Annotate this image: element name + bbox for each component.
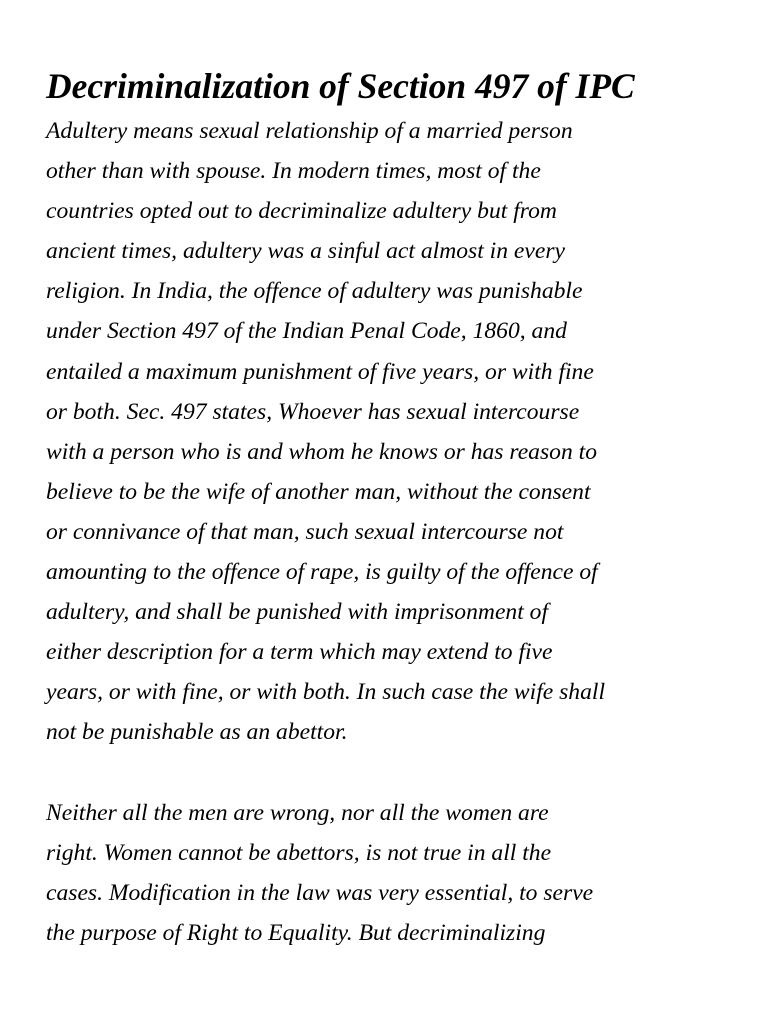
document-title: Decriminalization of Section 497 of IPC [46, 66, 635, 106]
paragraph-1-line: other than with spouse. In modern times, most of the [46, 158, 541, 185]
paragraph-2-line: the purpose of Right to Equality. But decriminalizing [46, 919, 546, 946]
document-page [46, 66, 736, 953]
paragraph-1-line: amounting to the offence of rape, is guilty of the offence of [46, 559, 598, 586]
paragraph-1-line: entailed a maximum punishment of five years, or with fine [46, 358, 594, 385]
paragraph-2-line: Neither all the men are wrong, nor all the women are [46, 799, 549, 826]
paragraph-1-line: under Section 497 of the Indian Penal Code, 1860, and [46, 318, 567, 345]
paragraph-1-line: or connivance of that man, such sexual intercourse not [46, 518, 564, 545]
paragraph-1-line: religion. In India, the offence of adultery was punishable [46, 278, 583, 305]
paragraph-1-line: years, or with fine, or with both. In such case the wife shall [46, 679, 606, 706]
paragraph-1 [46, 111, 736, 753]
paragraph-1-line: with a person who is and whom he knows or has reason to [46, 438, 597, 465]
paragraph-1-line: or both. Sec. 497 states, Whoever has sexual intercourse [46, 398, 580, 425]
paragraph-gap [46, 753, 736, 793]
paragraph-1-line: adultery, and shall be punished with imprisonment of [46, 599, 549, 626]
paragraph-1-line: believe to be the wife of another man, without the consent [46, 478, 591, 505]
paragraph-1-line: either description for a term which may extend to five [46, 639, 553, 666]
paragraph-1-line: Adultery means sexual relationship of a married person [46, 118, 573, 144]
paragraph-1-line: ancient times, adultery was a sinful act almost in every [46, 238, 565, 265]
paragraph-2-line: right. Women cannot be abettors, is not true in all the [46, 839, 552, 866]
paragraph-2 [46, 793, 736, 953]
paragraph-1-line: countries opted out to decriminalize adultery but from [46, 198, 557, 225]
paragraph-2-line: cases. Modification in the law was very essential, to serve [46, 879, 594, 906]
paragraph-1-line: not be punishable as an abettor. [46, 719, 348, 746]
